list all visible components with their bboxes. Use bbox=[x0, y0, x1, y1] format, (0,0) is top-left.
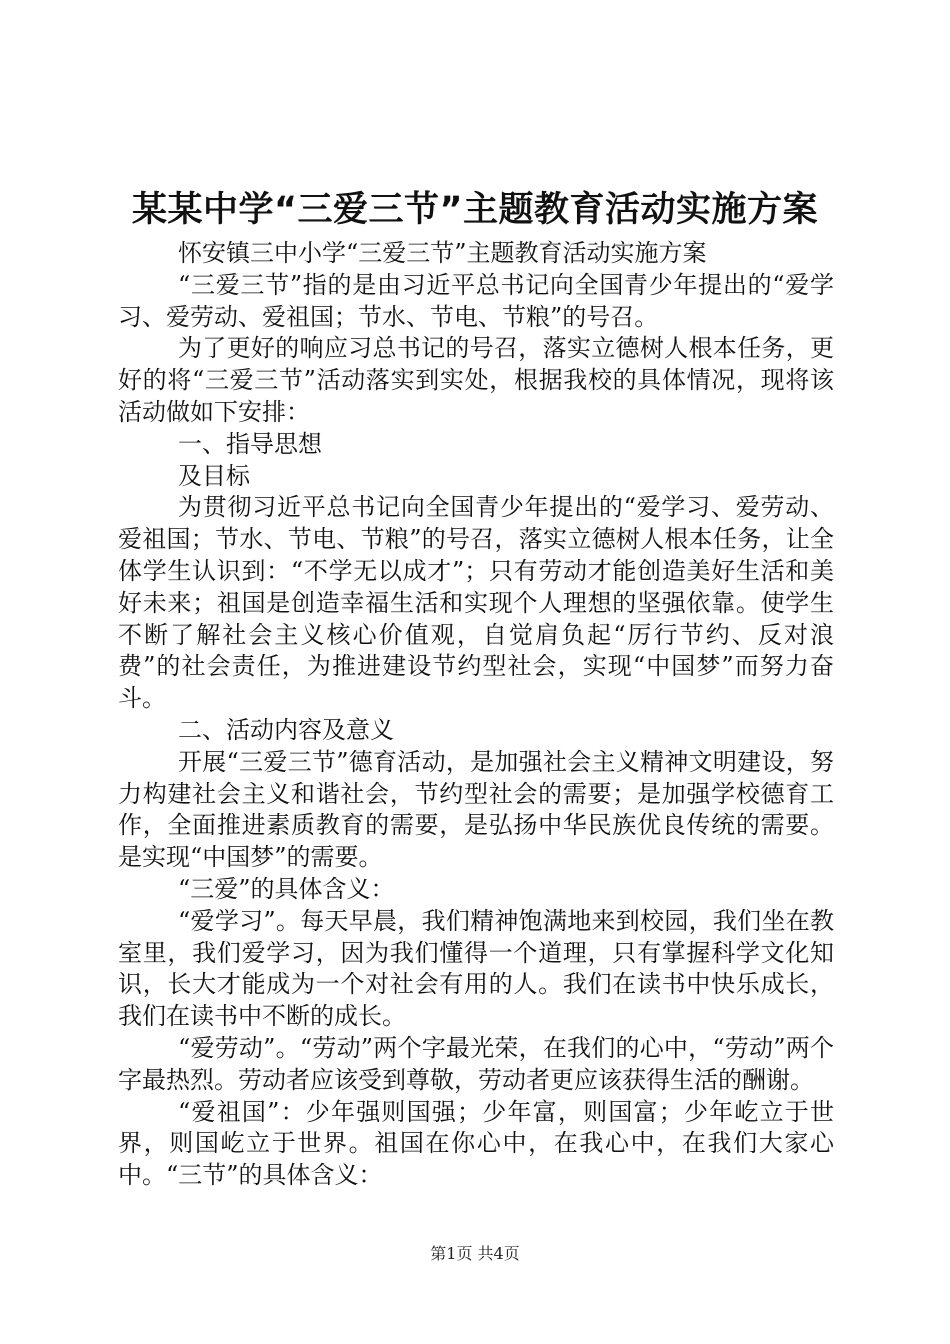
paragraph-love-learning: “爱学习”。每天早晨，我们精神饱满地来到校园，我们坐在教室里，我们爱学习，因为我们懂得一个道理，只有掌握科学文化知识，长大才能成为一个对社会有用的人。我们在读书中快乐成长，我们在读书中不断的成长。 bbox=[118, 906, 834, 1031]
document-body bbox=[118, 238, 834, 1192]
paragraph-three-loves-heading: “三爱”的具体含义： bbox=[178, 874, 395, 903]
section-heading-goals: 及目标 bbox=[178, 461, 250, 490]
section-heading-content: 二、活动内容及意义 bbox=[178, 715, 394, 744]
paragraph-content: 开展“三爱三节”德育活动，是加强社会主义精神文明建设，努力构建社会主义和谐社会，节约型社会的需要；是加强学校德育工作，全面推进素质教育的需要，是弘扬中华民族优良传统的需要。是实现“中国梦”的需要。 bbox=[118, 747, 834, 872]
paragraph-love-labor: “爱劳动”。“劳动”两个字最光荣，在我们的心中，“劳动”两个字最热烈。劳动者应该受到尊敬，劳动者更应该获得生活的酬谢。 bbox=[118, 1033, 834, 1094]
paragraph-subtitle: 怀安镇三中小学“三爱三节”主题教育活动实施方案 bbox=[178, 239, 707, 267]
page-footer: 第1页 共4页 bbox=[430, 1244, 520, 1263]
paragraph-purpose: 为了更好的响应习总书记的号召，落实立德树人根本任务，更好的将“三爱三节”活动落实到实处，根据我校的具体情况，现将该活动做如下安排： bbox=[118, 334, 834, 426]
paragraph-love-country: “爱祖国”：少年强则国强；少年富，则国富；少年屹立于世界，则国屹立于世界。祖国在你心中，在我心中，在我们大家心中。“三节”的具体含义： bbox=[118, 1097, 834, 1190]
paragraph-definition: “三爱三节”指的是由习近平总书记向全国青少年提出的“爱学习、爱劳动、爱祖国；节水、节电、节粮”的号召。 bbox=[118, 270, 834, 331]
document-title: 某某中学“三爱三节”主题教育活动实施方案 bbox=[131, 190, 818, 230]
paragraph-goals: 为贯彻习近平总书记向全国青少年提出的“爱学习、爱劳动、爱祖国；节水、节电、节粮”的号召，落实立德树人根本任务，让全体学生认识到：“不学无以成才”；只有劳动才能创造美好生活和美好未来；祖国是创造幸福生活和实现个人理想的坚强依靠。使学生不断了解社会主义核心价值观，自觉肩负起“厉行节约、反对浪费”的社会责任，为推进建设节约型社会，实现“中国梦”而努力奋斗。 bbox=[118, 493, 834, 713]
section-heading-guiding-thought: 一、指导思想 bbox=[178, 429, 322, 458]
